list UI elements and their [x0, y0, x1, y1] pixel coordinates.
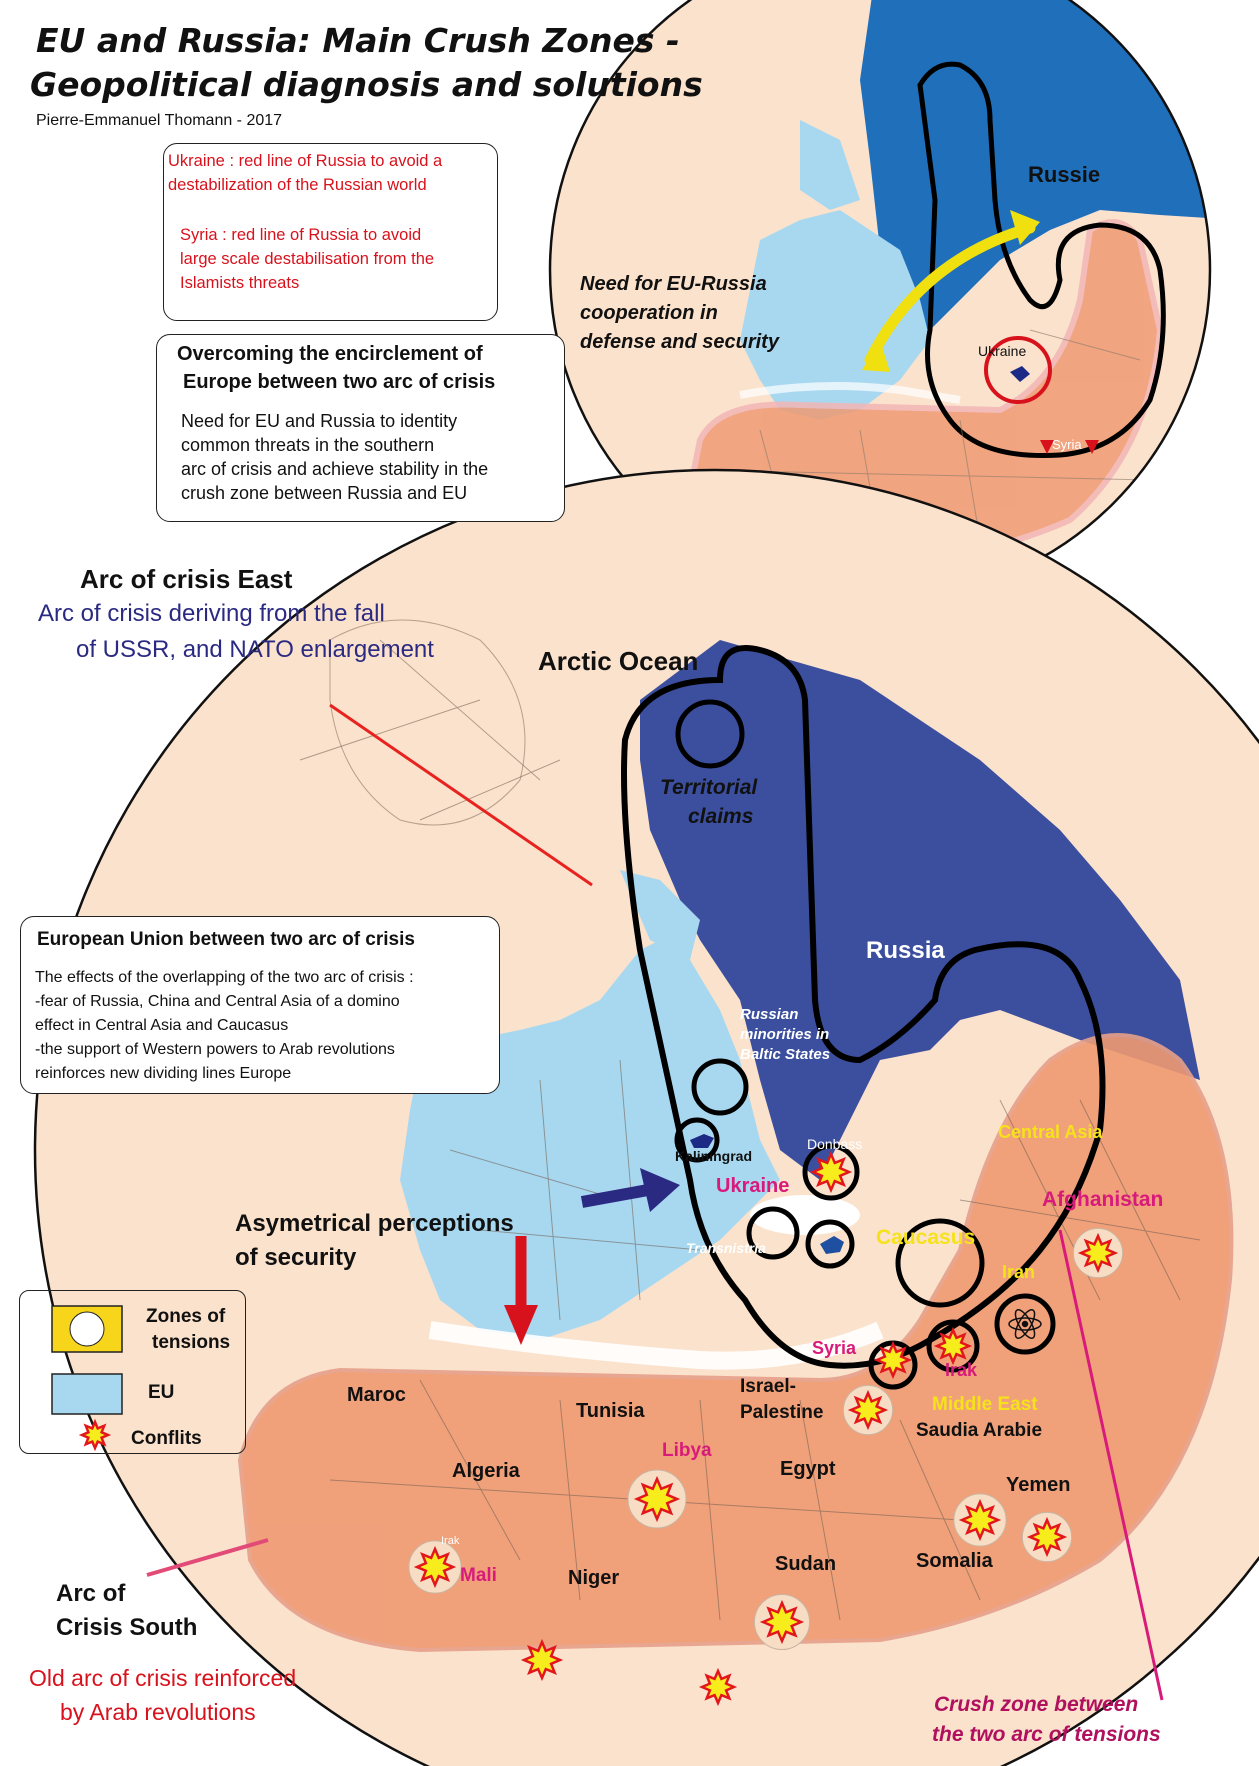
tunisia-label: Tunisia: [576, 1400, 645, 1422]
conflict-star-icon: [813, 1154, 849, 1190]
eu-box-l1: The effects of the overlapping of the two arc of crisis :: [35, 969, 414, 986]
crush-zone-l1: Crush zone between: [934, 1693, 1139, 1716]
encirclement-box: [156, 334, 565, 522]
maroc-label: Maroc: [347, 1384, 406, 1406]
encirclement-body-l4: crush zone between Russia and EU: [181, 483, 468, 503]
somalia-label: Somalia: [916, 1550, 993, 1572]
middle-east-label: Middle East: [932, 1394, 1038, 1415]
conflict-star-icon: [524, 1642, 560, 1678]
israel-l2: Palestine: [740, 1402, 824, 1423]
arc-south-desc-l2: by Arab revolutions: [60, 1699, 256, 1725]
niger-label: Niger: [568, 1567, 620, 1589]
arc-east-desc-l2: of USSR, and NATO enlargement: [76, 636, 434, 663]
baltic-l2: minorities in: [740, 1026, 830, 1043]
algeria-label: Algeria: [452, 1460, 520, 1482]
afghanistan-label: Afghanistan: [1042, 1188, 1164, 1211]
transnistria-label: Transnistria: [686, 1240, 766, 1256]
territorial-l1: Territorial: [660, 776, 758, 799]
legend-conflicts-label: Conflits: [131, 1428, 202, 1449]
eu-box-l5: reinforces new dividing lines Europe: [35, 1065, 292, 1082]
eu-box-l2: -fear of Russia, China and Central Asia of a domino: [35, 993, 400, 1010]
eu-box-heading: European Union between two arc of crisis: [37, 929, 415, 950]
encirclement-body-l2: common threats in the southern: [181, 435, 435, 455]
encirclement-body-l1: Need for EU and Russia to identity: [181, 411, 458, 431]
asym-l2: of security: [235, 1244, 357, 1271]
egypt-label: Egypt: [780, 1458, 836, 1480]
baltic-l3: Baltic States: [740, 1046, 831, 1063]
big-syria-label: Syria: [812, 1338, 857, 1358]
legend-zones-l2: tensions: [152, 1332, 231, 1353]
encirclement-heading-l2: Europe between two arc of crisis: [183, 371, 496, 393]
eu-box: [20, 916, 500, 1094]
mali-label: Mali: [460, 1565, 497, 1586]
arc-east-desc-l1: Arc of crisis deriving from the fall: [38, 600, 385, 627]
eu-box-l3: effect in Central Asia and Caucasus: [35, 1017, 289, 1034]
redlines-box: [163, 143, 498, 321]
ukraine-redline-l2: destabilization of the Russian world: [168, 176, 427, 194]
encirclement-heading-l1: Overcoming the encirclement of: [177, 343, 483, 365]
small-ukraine-label: Ukraine: [978, 343, 1027, 359]
coop-label-l2: cooperation in: [580, 302, 718, 324]
territorial-l2: claims: [688, 805, 754, 828]
yemen-label: Yemen: [1006, 1474, 1071, 1496]
conflict-star-icon: [702, 1671, 734, 1703]
small-russie-label: Russie: [1028, 162, 1101, 187]
conflict-star-icon: [877, 1344, 909, 1376]
conflict-star-icon: [1073, 1228, 1122, 1277]
arc-south-title-l1: Arc of: [56, 1580, 126, 1607]
small-syria-label: Syria: [1052, 437, 1082, 452]
syria-redline-l3: Islamists threats: [180, 274, 300, 292]
eu-box-l4: -the support of Western powers to Arab revolutions: [35, 1041, 395, 1058]
syria-redline-l2: large scale destabilisation from the: [180, 250, 435, 268]
arc-south-title-l2: Crisis South: [56, 1614, 198, 1641]
conflict-star-icon: [1022, 1512, 1071, 1561]
irak-small-label: Irak: [441, 1535, 460, 1547]
title-line2: Geopolitical diagnosis and solutions: [30, 65, 703, 104]
russia-label: Russia: [866, 937, 945, 964]
coop-label-l3: defense and security: [580, 331, 779, 353]
central-asia-label: Central Asia: [998, 1122, 1103, 1142]
irak-label: Irak: [945, 1360, 978, 1380]
arctic-label: Arctic Ocean: [538, 646, 699, 676]
author: Pierre-Emmanuel Thomann - 2017: [36, 112, 283, 129]
legend-zones-l1: Zones of: [146, 1306, 226, 1327]
libya-label: Libya: [662, 1440, 712, 1461]
donbass-label: Donbass: [807, 1136, 863, 1152]
ukraine-redline-l1: Ukraine : red line of Russia to avoid a: [168, 152, 443, 170]
conflict-star-icon: [754, 1594, 809, 1649]
israel-l1: Israel-: [740, 1376, 796, 1397]
crush-zone-l2: the two arc of tensions: [932, 1723, 1161, 1746]
conflict-star-icon: [954, 1494, 1006, 1546]
sudan-label: Sudan: [775, 1553, 837, 1575]
kaliningrad-label: Kaliningrad: [675, 1148, 753, 1164]
iran-label: Iran: [1002, 1262, 1036, 1282]
caucasus-label: Caucasus: [876, 1226, 976, 1249]
saudia-label: Saudia Arabie: [916, 1420, 1043, 1441]
conflict-star-icon: [628, 1470, 686, 1528]
encirclement-body-l3: arc of crisis and achieve stability in the: [181, 459, 489, 479]
conflict-star-icon: [843, 1385, 892, 1434]
title-line1: EU and Russia: Main Crush Zones -: [36, 21, 680, 60]
syria-redline-l1: Syria : red line of Russia to avoid: [180, 226, 422, 244]
conflict-star-icon: [937, 1330, 969, 1362]
big-ukraine-label: Ukraine: [716, 1175, 790, 1197]
asym-l1: Asymetrical perceptions: [235, 1210, 514, 1237]
legend-eu-label: EU: [148, 1382, 175, 1403]
arc-east-title: Arc of crisis East: [80, 564, 293, 594]
coop-label-l1: Need for EU-Russia: [580, 273, 767, 295]
conflict-star-icon: [409, 1541, 461, 1593]
baltic-l1: Russian: [740, 1006, 799, 1023]
arc-south-desc-l1: Old arc of crisis reinforced: [29, 1665, 297, 1691]
